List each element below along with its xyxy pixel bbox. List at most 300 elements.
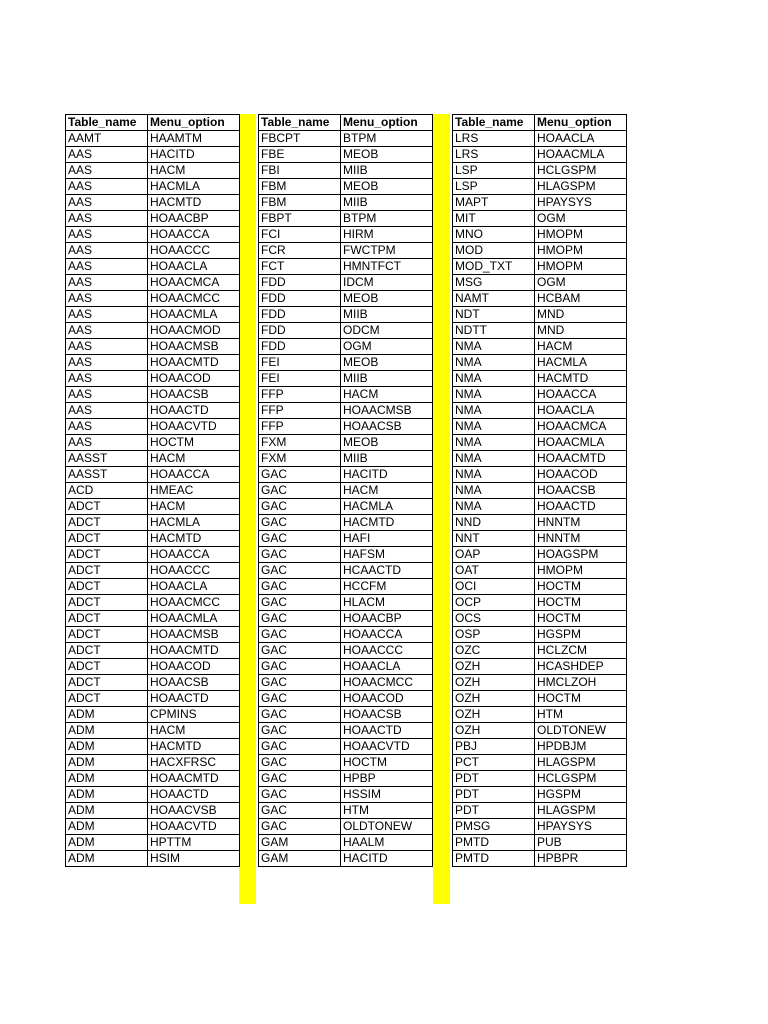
cell-menu-option: MIIB [341, 307, 433, 323]
cell-menu-option: PUB [535, 835, 627, 851]
cell-table-name: FBM [259, 179, 341, 195]
table-row [259, 195, 433, 211]
cell-menu-option: HOAACMLA [535, 435, 627, 451]
cell-menu-option: HCLGSPM [535, 163, 627, 179]
cell-menu-option: HPAYSYS [535, 819, 627, 835]
cell-menu-option: HOAACMLA [148, 307, 240, 323]
table-row [453, 803, 627, 819]
cell-table-name: AAS [66, 259, 148, 275]
table-row [453, 195, 627, 211]
cell-menu-option: OLDTONEW [535, 723, 627, 739]
cell-table-name: FBI [259, 163, 341, 179]
table-row [66, 259, 240, 275]
table-row [66, 307, 240, 323]
table-row [259, 787, 433, 803]
cell-table-name: GAC [259, 659, 341, 675]
cell-menu-option: OGM [535, 275, 627, 291]
table-row [66, 195, 240, 211]
cell-menu-option: HCASHDEP [535, 659, 627, 675]
cell-menu-option: HPDBJM [535, 739, 627, 755]
cell-table-name: AAS [66, 371, 148, 387]
cell-menu-option: HMOPM [535, 243, 627, 259]
header-row [259, 115, 433, 131]
cell-menu-option: OGM [341, 339, 433, 355]
table-row [66, 179, 240, 195]
cell-menu-option: HOAACMTD [148, 643, 240, 659]
cell-table-name: OZH [453, 691, 535, 707]
cell-table-name: OAP [453, 547, 535, 563]
cell-menu-option: HACMTD [148, 739, 240, 755]
table-row [453, 339, 627, 355]
cell-table-name: NDTT [453, 323, 535, 339]
table-row [66, 755, 240, 771]
table-row [453, 243, 627, 259]
cell-menu-option: HOAACCA [535, 387, 627, 403]
cell-menu-option: HOAACTD [148, 403, 240, 419]
table-row [66, 483, 240, 499]
cell-menu-option: HOAACMSB [341, 403, 433, 419]
table-row [259, 739, 433, 755]
table-row [453, 739, 627, 755]
cell-table-name: NMA [453, 355, 535, 371]
cell-table-name: FBM [259, 195, 341, 211]
table-row [66, 419, 240, 435]
table-row [259, 579, 433, 595]
cell-table-name: NMA [453, 435, 535, 451]
table-row [259, 595, 433, 611]
cell-table-name: OSP [453, 627, 535, 643]
table-row [259, 307, 433, 323]
table-row [259, 403, 433, 419]
table-row [259, 835, 433, 851]
cell-menu-option: HACITD [341, 851, 433, 867]
table-row [453, 131, 627, 147]
table-row [453, 227, 627, 243]
cell-menu-option: HPAYSYS [535, 195, 627, 211]
cell-table-name: GAC [259, 483, 341, 499]
header-table-name: Table_name [259, 115, 341, 131]
table-row [259, 275, 433, 291]
cell-table-name: ADM [66, 851, 148, 867]
cell-menu-option: MIIB [341, 163, 433, 179]
table-row [66, 563, 240, 579]
cell-menu-option: HACMTD [341, 515, 433, 531]
cell-menu-option: HACMTD [535, 371, 627, 387]
cell-table-name: FXM [259, 435, 341, 451]
table-row [453, 707, 627, 723]
header-menu-option: Menu_option [535, 115, 627, 131]
table-row [259, 659, 433, 675]
cell-menu-option: HOAACMTD [148, 355, 240, 371]
cell-table-name: GAC [259, 675, 341, 691]
cell-menu-option: HACM [148, 723, 240, 739]
table-row [66, 707, 240, 723]
cell-table-name: FDD [259, 291, 341, 307]
cell-table-name: GAC [259, 803, 341, 819]
cell-menu-option: CPMINS [148, 707, 240, 723]
table-row [453, 483, 627, 499]
cell-table-name: AAS [66, 339, 148, 355]
cell-table-name: NMA [453, 403, 535, 419]
cell-table-name: GAC [259, 611, 341, 627]
cell-table-name: PDT [453, 771, 535, 787]
cell-menu-option: HOCTM [535, 579, 627, 595]
table-row [453, 755, 627, 771]
table-row [259, 803, 433, 819]
table-row [259, 291, 433, 307]
cell-menu-option: HACMLA [148, 179, 240, 195]
table-row [259, 243, 433, 259]
cell-menu-option: IDCM [341, 275, 433, 291]
cell-table-name: NDT [453, 307, 535, 323]
table-row [259, 819, 433, 835]
cell-menu-option: HSIM [148, 851, 240, 867]
cell-menu-option: HOAACMSB [148, 339, 240, 355]
table-row [66, 723, 240, 739]
table-row [259, 147, 433, 163]
cell-table-name: MOD_TXT [453, 259, 535, 275]
cell-menu-option: HOAACLA [148, 259, 240, 275]
table-row [66, 211, 240, 227]
table-row [453, 355, 627, 371]
table-row [259, 531, 433, 547]
table-row [66, 691, 240, 707]
cell-table-name: AAS [66, 227, 148, 243]
table-row [66, 403, 240, 419]
table-row [453, 787, 627, 803]
table-row [66, 323, 240, 339]
table-row [66, 515, 240, 531]
cell-menu-option: HOAACMTD [535, 451, 627, 467]
cell-table-name: ADCT [66, 675, 148, 691]
table-row [66, 387, 240, 403]
table-row [453, 467, 627, 483]
table-row [453, 611, 627, 627]
cell-menu-option: HOCTM [535, 611, 627, 627]
cell-menu-option: HPBP [341, 771, 433, 787]
cell-table-name: FBE [259, 147, 341, 163]
table-row [66, 803, 240, 819]
cell-menu-option: HAFSM [341, 547, 433, 563]
cell-menu-option: HACM [341, 483, 433, 499]
cell-table-name: ADM [66, 819, 148, 835]
table-row [453, 627, 627, 643]
cell-menu-option: HCCFM [341, 579, 433, 595]
cell-table-name: ADCT [66, 691, 148, 707]
header-menu-option: Menu_option [341, 115, 433, 131]
cell-menu-option: HOAACCC [148, 243, 240, 259]
table-row [453, 275, 627, 291]
cell-menu-option: HOAACMCC [341, 675, 433, 691]
cell-menu-option: HMOPM [535, 259, 627, 275]
cell-table-name: NMA [453, 451, 535, 467]
cell-menu-option: HMOPM [535, 563, 627, 579]
cell-table-name: FXM [259, 451, 341, 467]
cell-table-name: LRS [453, 147, 535, 163]
table-row [453, 579, 627, 595]
cell-table-name: AASST [66, 451, 148, 467]
cell-menu-option: HOAACLA [535, 131, 627, 147]
cell-menu-option: HOAACBP [148, 211, 240, 227]
table-row [259, 627, 433, 643]
cell-table-name: ADM [66, 787, 148, 803]
cell-menu-option: HMCLZOH [535, 675, 627, 691]
cell-table-name: PBJ [453, 739, 535, 755]
table-row [259, 483, 433, 499]
cell-table-name: ADCT [66, 611, 148, 627]
cell-table-name: FDD [259, 275, 341, 291]
cell-menu-option: HOAACTD [148, 691, 240, 707]
cell-menu-option: HOAACVTD [341, 739, 433, 755]
cell-table-name: PMTD [453, 851, 535, 867]
cell-menu-option: HACMTD [148, 195, 240, 211]
table-row [66, 675, 240, 691]
cell-table-name: ADM [66, 771, 148, 787]
cell-menu-option: HNNTM [535, 531, 627, 547]
table-row [66, 579, 240, 595]
cell-menu-option: HOAACSB [341, 419, 433, 435]
cell-table-name: AAMT [66, 131, 148, 147]
cell-table-name: PDT [453, 787, 535, 803]
cell-table-name: GAC [259, 771, 341, 787]
cell-table-name: ADCT [66, 627, 148, 643]
table-row [453, 499, 627, 515]
table-row [66, 339, 240, 355]
cell-table-name: MAPT [453, 195, 535, 211]
table-row [66, 275, 240, 291]
cell-menu-option: HOAACMLA [535, 147, 627, 163]
mapping-table-2 [258, 114, 433, 867]
cell-menu-option: HCLGSPM [535, 771, 627, 787]
table-row [66, 787, 240, 803]
table-row [259, 499, 433, 515]
cell-table-name: FDD [259, 323, 341, 339]
table-row [66, 467, 240, 483]
cell-table-name: GAC [259, 755, 341, 771]
cell-menu-option: HOAACMSB [148, 627, 240, 643]
cell-table-name: NMA [453, 387, 535, 403]
cell-menu-option: HAAMTM [148, 131, 240, 147]
cell-menu-option: HOAACOD [341, 691, 433, 707]
cell-menu-option: HACMLA [535, 355, 627, 371]
cell-menu-option: HMOPM [535, 227, 627, 243]
cell-menu-option: HOAGSPM [535, 547, 627, 563]
cell-table-name: NMA [453, 483, 535, 499]
cell-table-name: FEI [259, 355, 341, 371]
cell-table-name: ADM [66, 755, 148, 771]
cell-table-name: LSP [453, 163, 535, 179]
cell-menu-option: HAFI [341, 531, 433, 547]
table-row [259, 323, 433, 339]
table-row [453, 691, 627, 707]
table-row [259, 371, 433, 387]
table-row [453, 403, 627, 419]
cell-table-name: ADCT [66, 595, 148, 611]
cell-menu-option: ODCM [341, 323, 433, 339]
table-row [66, 771, 240, 787]
cell-menu-option: HACM [148, 163, 240, 179]
cell-table-name: FFP [259, 387, 341, 403]
cell-table-name: NMA [453, 419, 535, 435]
table-row [66, 371, 240, 387]
cell-menu-option: HLAGSPM [535, 179, 627, 195]
cell-menu-option: HOCTM [341, 755, 433, 771]
cell-table-name: GAC [259, 819, 341, 835]
cell-menu-option: HAALM [341, 835, 433, 851]
table-row [453, 419, 627, 435]
cell-table-name: ADM [66, 723, 148, 739]
mapping-table-1 [65, 114, 240, 867]
table-row [453, 563, 627, 579]
cell-menu-option: HOAACLA [148, 579, 240, 595]
table-row [453, 179, 627, 195]
cell-table-name: OCS [453, 611, 535, 627]
cell-table-name: OCP [453, 595, 535, 611]
cell-menu-option: HACM [341, 387, 433, 403]
cell-table-name: FEI [259, 371, 341, 387]
table-row [453, 819, 627, 835]
cell-menu-option: HOAACCC [341, 643, 433, 659]
table-row [259, 451, 433, 467]
cell-table-name: AAS [66, 435, 148, 451]
cell-table-name: GAC [259, 515, 341, 531]
cell-menu-option: HOCTM [148, 435, 240, 451]
table-row [453, 163, 627, 179]
cell-menu-option: HACITD [148, 147, 240, 163]
cell-menu-option: HACM [148, 499, 240, 515]
table-row [66, 611, 240, 627]
cell-menu-option: HOAACMCA [535, 419, 627, 435]
table-row [453, 723, 627, 739]
cell-menu-option: HOAACVTD [148, 419, 240, 435]
table-row [259, 259, 433, 275]
cell-table-name: OZH [453, 723, 535, 739]
cell-menu-option: HGSPM [535, 627, 627, 643]
table-row [259, 339, 433, 355]
cell-menu-option: HOCTM [535, 691, 627, 707]
table-row [259, 227, 433, 243]
cell-table-name: GAC [259, 723, 341, 739]
table-row [259, 771, 433, 787]
cell-menu-option: MEOB [341, 435, 433, 451]
cell-table-name: MIT [453, 211, 535, 227]
mapping-table-3 [452, 114, 627, 867]
table-row [259, 691, 433, 707]
cell-menu-option: HOAACCA [148, 467, 240, 483]
table-row [259, 131, 433, 147]
table-row [259, 723, 433, 739]
cell-menu-option: HOAACOD [148, 371, 240, 387]
cell-menu-option: HOAACCA [148, 227, 240, 243]
cell-menu-option: BTPM [341, 211, 433, 227]
cell-table-name: AAS [66, 307, 148, 323]
cell-table-name: NNT [453, 531, 535, 547]
cell-menu-option: HLACM [341, 595, 433, 611]
table-row [259, 755, 433, 771]
cell-menu-option: HACM [535, 339, 627, 355]
table-row [66, 547, 240, 563]
table-row [66, 835, 240, 851]
table-row [453, 595, 627, 611]
cell-table-name: ADM [66, 707, 148, 723]
cell-menu-option: HOAACCC [148, 563, 240, 579]
cell-table-name: FFP [259, 419, 341, 435]
table-row [453, 259, 627, 275]
yellow-separator-column [239, 114, 256, 904]
table-row [66, 243, 240, 259]
cell-menu-option: HOAACCA [148, 547, 240, 563]
cell-menu-option: HCAACTD [341, 563, 433, 579]
cell-table-name: OZH [453, 707, 535, 723]
cell-table-name: AAS [66, 275, 148, 291]
cell-menu-option: MIIB [341, 195, 433, 211]
cell-table-name: PCT [453, 755, 535, 771]
cell-menu-option: MIIB [341, 371, 433, 387]
cell-menu-option: HOAACVTD [148, 819, 240, 835]
cell-table-name: GAC [259, 643, 341, 659]
header-row [66, 115, 240, 131]
table-row [66, 595, 240, 611]
table-row [259, 211, 433, 227]
table-row [259, 643, 433, 659]
cell-menu-option: MEOB [341, 147, 433, 163]
cell-table-name: AASST [66, 467, 148, 483]
table-row [66, 355, 240, 371]
cell-menu-option: HOAACTD [148, 787, 240, 803]
table-row [453, 387, 627, 403]
cell-menu-option: HLAGSPM [535, 803, 627, 819]
cell-table-name: OZC [453, 643, 535, 659]
cell-table-name: FBPT [259, 211, 341, 227]
cell-menu-option: HNNTM [535, 515, 627, 531]
table-row [453, 771, 627, 787]
cell-menu-option: HMEAC [148, 483, 240, 499]
table-row [66, 435, 240, 451]
cell-menu-option: HACMTD [148, 531, 240, 547]
cell-menu-option: HACXFRSC [148, 755, 240, 771]
cell-table-name: PDT [453, 803, 535, 819]
yellow-separator-column [433, 114, 450, 904]
header-table-name: Table_name [66, 115, 148, 131]
table-row [259, 419, 433, 435]
cell-table-name: AAS [66, 195, 148, 211]
cell-menu-option: HOAACOD [535, 467, 627, 483]
cell-menu-option: MEOB [341, 291, 433, 307]
cell-menu-option: HIRM [341, 227, 433, 243]
cell-menu-option: HLAGSPM [535, 755, 627, 771]
header-menu-option: Menu_option [148, 115, 240, 131]
cell-table-name: FFP [259, 403, 341, 419]
cell-menu-option: HTM [535, 707, 627, 723]
table-row [66, 451, 240, 467]
cell-table-name: NND [453, 515, 535, 531]
table-row [453, 147, 627, 163]
cell-table-name: OCI [453, 579, 535, 595]
header-table-name: Table_name [453, 115, 535, 131]
cell-table-name: FCR [259, 243, 341, 259]
table-row [259, 163, 433, 179]
table-row [453, 643, 627, 659]
table-row [259, 435, 433, 451]
cell-table-name: AAS [66, 211, 148, 227]
cell-table-name: GAC [259, 563, 341, 579]
cell-table-name: AAS [66, 419, 148, 435]
cell-table-name: OZH [453, 659, 535, 675]
cell-table-name: ADM [66, 739, 148, 755]
table-row [66, 499, 240, 515]
table-row [453, 323, 627, 339]
table-row [453, 211, 627, 227]
